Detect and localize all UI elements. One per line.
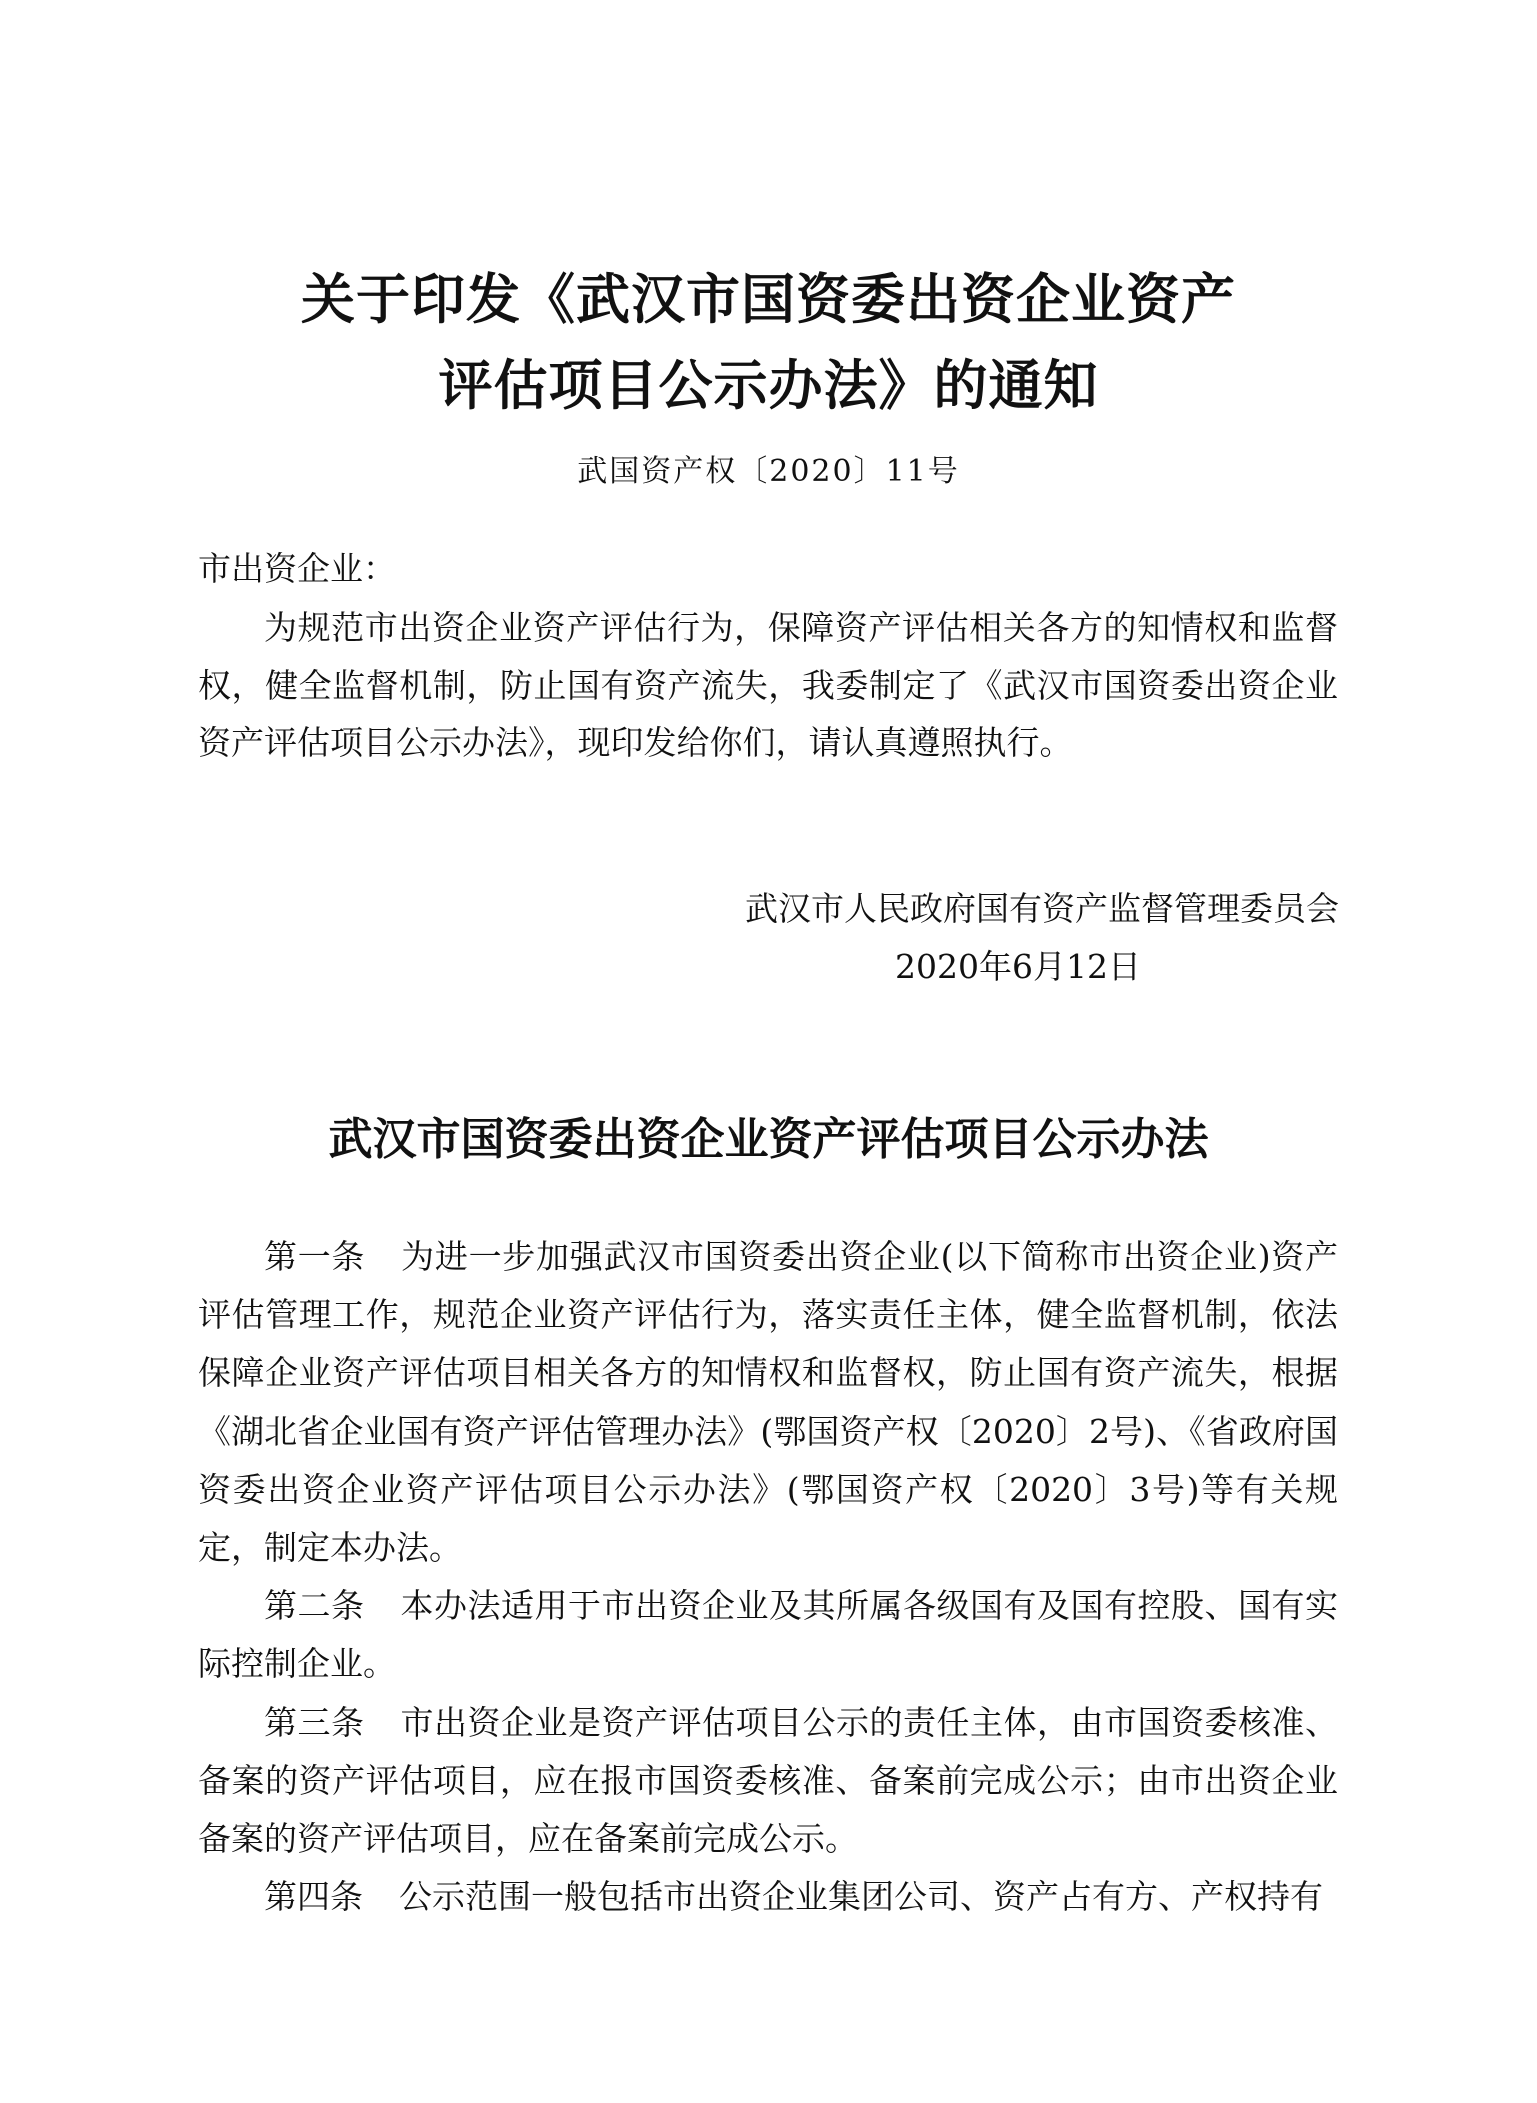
article-label: 第三条 bbox=[264, 1702, 365, 1742]
article bbox=[198, 1868, 1338, 1926]
article-label: 第四条 bbox=[264, 1877, 363, 1917]
document-number: 武国资产权〔2020〕11号 bbox=[577, 454, 960, 489]
notice-title-line-1: 关于印发《武汉市国资委出资企业资产 bbox=[301, 268, 1236, 331]
addressee: 市出资企业： bbox=[198, 549, 396, 588]
article-text: 为进一步加强武汉市国资委出资企业(以下简称市出资企业)资产评估管理工作，规范企业资产评估行为，落实责任主体，健全监督机制，依法保障企业资产评估项目相关各方的知情权和监督权，防止国有资产流失，根据《湖北省企业国有资产评估管理办法》(鄂国资产权〔2020〕2号)、《省政府国资委出资企业资产评估项目公示办法》(鄂国资产权〔2020〕3号)等有关规定，制定本办法。 bbox=[198, 1237, 1339, 1568]
notice-body: 为规范市出资企业资产评估行为，保障资产评估相关各方的知情权和监督权，健全监督机制，防止国有资产流失，我委制定了《武汉市国资委出资企业资产评估项目公示办法》，现印发给你们，请认真遵照执行。 bbox=[198, 608, 1338, 762]
signature-date: 2020年6月12日 bbox=[895, 947, 1141, 986]
article-text: 公示范围一般包括市出资企业集团公司、资产占有方、产权持有 bbox=[399, 1877, 1323, 1917]
notice-title-line-2: 评估项目公示办法》的通知 bbox=[438, 354, 1099, 417]
measures-title: 武汉市国资委出资企业资产评估项目公示办法 bbox=[328, 1114, 1209, 1165]
article bbox=[198, 1228, 1338, 1577]
article-text: 本办法适用于市出资企业及其所属各级国有及国有控股、国有实际控制企业。 bbox=[198, 1586, 1338, 1684]
article-text: 市出资企业是资产评估项目公示的责任主体，由市国资委核准、备案的资产评估项目，应在报市国资委核准、备案前完成公示；由市出资企业备案的资产评估项目，应在备案前完成公示。 bbox=[198, 1702, 1338, 1859]
article-label: 第一条 bbox=[264, 1237, 366, 1276]
signature-organization: 武汉市人民政府国有资产监督管理委员会 bbox=[745, 889, 1339, 928]
measures-articles bbox=[198, 1228, 1338, 1926]
article bbox=[198, 1577, 1338, 1693]
article bbox=[198, 1694, 1338, 1869]
article-label: 第二条 bbox=[264, 1586, 365, 1626]
